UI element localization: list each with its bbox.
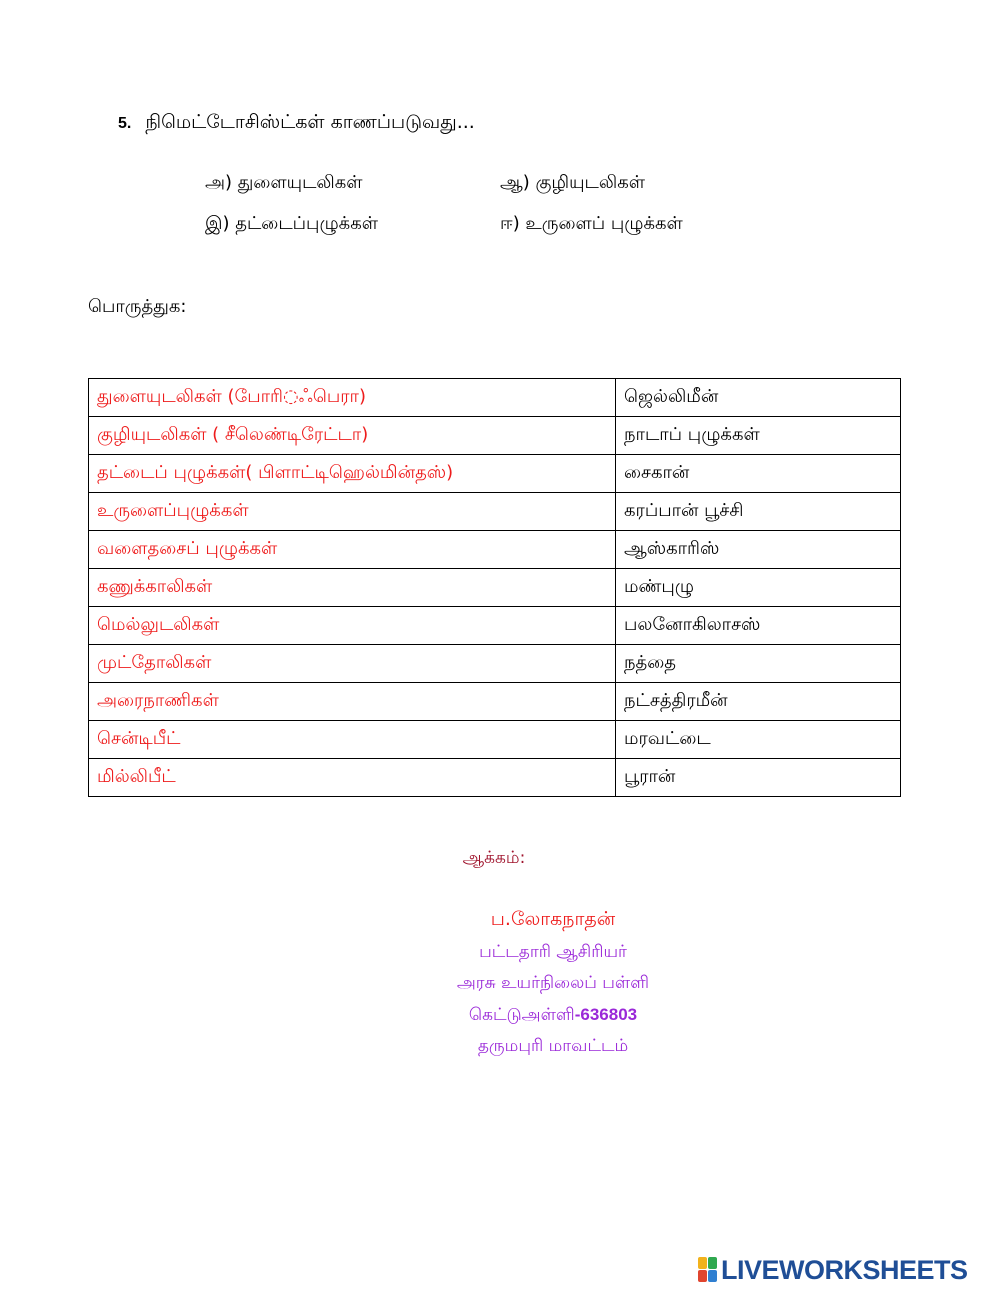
match-left-cell: மெல்லுடலிகள்	[89, 607, 616, 645]
match-left-cell: வளைதசைப் புழுக்கள்	[89, 531, 616, 569]
author-pincode: -636803	[574, 1005, 638, 1024]
match-right-cell: மரவட்டை	[616, 721, 901, 759]
author-school: அரசு உயர்நிலைப் பள்ளி	[456, 973, 650, 993]
match-left-cell: தட்டைப் புழுக்கள்( பிளாட்டிஹெல்மின்தஸ்)	[89, 455, 616, 493]
table-row	[89, 531, 901, 569]
option-aa: ஆ) குழியுடலிகள்	[500, 172, 645, 193]
brand-logo	[698, 1256, 968, 1284]
table-row	[89, 455, 901, 493]
table-row	[89, 493, 901, 531]
option-i: இ) தட்டைப்புழுக்கள்	[205, 213, 378, 234]
question-text: நிமெட்டோசிஸ்ட்கள் காணப்படுவது...	[145, 111, 475, 133]
table-row	[89, 379, 901, 417]
author-role: பட்டதாரி ஆசிரியர்	[479, 942, 627, 962]
question	[118, 108, 475, 138]
table-row	[89, 607, 901, 645]
table-row	[89, 683, 901, 721]
match-right-cell: கரப்பான் பூச்சி	[616, 493, 901, 531]
match-right-cell: நத்தை	[616, 645, 901, 683]
question-number: 5.	[118, 115, 132, 132]
author-name: ப.லோகநாதன்	[490, 908, 616, 930]
match-left-cell: சென்டிபீட்	[89, 721, 616, 759]
author-district: தருமபுரி மாவட்டம்	[477, 1036, 629, 1056]
match-right-cell: பலனோகிலாசஸ்	[616, 607, 901, 645]
table-row	[89, 569, 901, 607]
match-left-cell: அரைநாணிகள்	[89, 683, 616, 721]
match-right-cell: ஆஸ்காரிஸ்	[616, 531, 901, 569]
table-row	[89, 417, 901, 455]
match-left-cell: உருளைப்புழுக்கள்	[89, 493, 616, 531]
match-table	[88, 378, 901, 797]
brand-name: LIVEWORKSHEETS	[721, 1255, 968, 1285]
author-town-line	[53, 1005, 1000, 1027]
table-row	[89, 759, 901, 797]
match-left-cell: கணுக்காலிகள்	[89, 569, 616, 607]
author-heading: ஆக்கம்:	[462, 848, 526, 868]
match-right-cell: சைகான்	[616, 455, 901, 493]
brand-mark-icon	[698, 1257, 718, 1283]
match-right-cell: நாடாப் புழுக்கள்	[616, 417, 901, 455]
match-right-cell: மண்புழு	[616, 569, 901, 607]
match-heading: பொருத்துக:	[88, 296, 187, 317]
table-row	[89, 645, 901, 683]
author-town: கெட்டுஅள்ளி	[468, 1005, 575, 1025]
match-right-cell: பூரான்	[616, 759, 901, 797]
match-left-cell: குழியுடலிகள் ( சீலெண்டிரேட்டா)	[89, 417, 616, 455]
table-row	[89, 721, 901, 759]
option-ii: ஈ) உருளைப் புழுக்கள்	[500, 213, 683, 234]
match-left-cell: முட்தோலிகள்	[89, 645, 616, 683]
match-right-cell: ஜெல்லிமீன்	[616, 379, 901, 417]
match-right-cell: நட்சத்திரமீன்	[616, 683, 901, 721]
match-left-cell: துளையுடலிகள் (போரி◌ஃபெரா)	[89, 379, 616, 417]
option-a: அ) துளையுடலிகள்	[205, 172, 363, 193]
match-left-cell: மில்லிபீட்	[89, 759, 616, 797]
